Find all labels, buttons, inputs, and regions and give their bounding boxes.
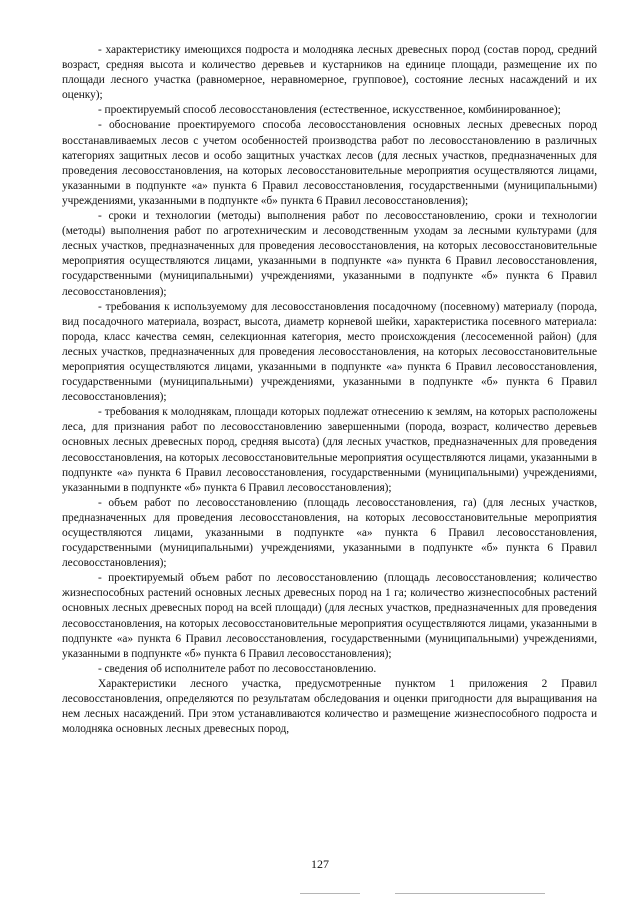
paragraph-method-justification: - обоснование проектируемого способа лесовосстановления основных лесных древесных пород восстанавливаемых лесов с учетом особенностей производства работ по лесовосстановлению в различных категориях защитных лесов и особо защитных участках лесов (для лесных участков, предназначенных для проведения лесовосстановления, на которых лесовосстановительные мероприятия осуществляются лицами, указанными в подпункте «а» пункта 6 Правил лесовосстановления, государственными (муниципальными) учреждениями, указанными в подпункте «б» пункта 6 Правил лесовосстановления); (62, 119, 597, 207)
paragraph-young-stand-requirements: - требования к молоднякам, площади которых подлежат отнесению к землям, на которых расположены леса, для признания работ по лесовосстановлению завершенными (порода, возраст, количество деревьев основных лесных древесных пород, средняя высота) (для лесных участков, предназначенных для проведения лесовосстановления, на которых лесовосстановительные мероприятия осуществляются лицами, указанными в подпункте «а» пункта 6 Правил лесовосстановления, государственными (муниципальными) учреждениями, указанными в подпункте «б» пункта 6 Правил лесовосстановления); (62, 406, 597, 494)
scan-artifact-line (300, 893, 360, 894)
scan-artifact-line (395, 893, 545, 894)
paragraph-timing-and-technology: - сроки и технологии (методы) выполнения работ по лесовосстановлению, сроки и технологии (методы) выполнения работ по агротехническим и лесоводственным уходам за лесными культурами (для лесных участков, предназначенных для проведения лесовосстановления, на которых лесовосстановительные мероприятия осуществляются лицами, указанными в подпункте «а» пункта 6 Правил лесовосстановления, государственными (муниципальными) учреждениями, указанными в подпункте «б» пункта 6 Правил лесовосстановления); (62, 210, 597, 298)
paragraph-projected-work-volume: - проектируемый объем работ по лесовосстановлению (площадь лесовосстановления; количество жизнеспособных растений основных лесных древесных пород на 1 га; количество жизнеспособных растений основных лесных древесных пород на всей площади) (для лесных участков, предназначенных для проведения лесовосстановления, на которых лесовосстановительные мероприятия осуществляются лицами, указанными в подпункте «а» пункта 6 Правил лесовосстановления, государственными (муниципальными) учреждениями, указанными в подпункте «б» пункта 6 Правил лесовосстановления); (62, 572, 597, 660)
paragraph-reforestation-method: - проектируемый способ лесовосстановления (естественное, искусственное, комбинированное); (98, 104, 561, 117)
document-page (62, 43, 597, 737)
page-number: 127 (311, 857, 329, 871)
paragraph-undergrowth-characteristics: - характеристику имеющихся подроста и молодняка лесных древесных пород (состав пород, средний возраст, средняя высота и количество деревьев и кустарников на единице площади, размещение их по площади лесного участка (равномерное, неравномерное, групповое), состояние лесных насаждений и их оценку); (62, 44, 597, 102)
paragraph-work-volume: - объем работ по лесовосстановлению (площадь лесовосстановления, га) (для лесных участков, предназначенных для проведения лесовосстановления, на которых лесовосстановительные мероприятия осуществляются лицами, указанными в подпункте «а» пункта 6 Правил лесовосстановления, государственными (муниципальными) учреждениями, указанными в подпункте «б» пункта 6 Правил лесовосстановления); (62, 496, 597, 570)
paragraph-site-characteristics: Характеристики лесного участка, предусмотренные пунктом 1 приложения 2 Правил лесовосстановления, определяются по результатам обследования и оценки пригодности для выращивания на нем лесных насаждений. При этом устанавливаются количество и размещение жизнеспособного подроста и молодняка основных лесных древесных пород, (62, 677, 597, 736)
paragraph-planting-material-requirements: - требования к используемому для лесовосстановления посадочному (посевному) материалу (порода, вид посадочного материала, возраст, высота, диаметр корневой шейки, характеристика посевного материала: порода, класс качества семян, селекционная категория, место происхождения (лесосеменной район) (для лесных участков, предназначенных для проведения лесовосстановления, на которых лесовосстановительные мероприятия осуществляются лицами, указанными в подпункте «а» пункта 6 Правил лесовосстановления, государственными (муниципальными) учреждениями, указанными в подпункте «б» пункта 6 Правил лесовосстановления); (62, 300, 597, 404)
paragraph-contractor-info: - сведения об исполнителе работ по лесовосстановлению. (98, 662, 377, 675)
